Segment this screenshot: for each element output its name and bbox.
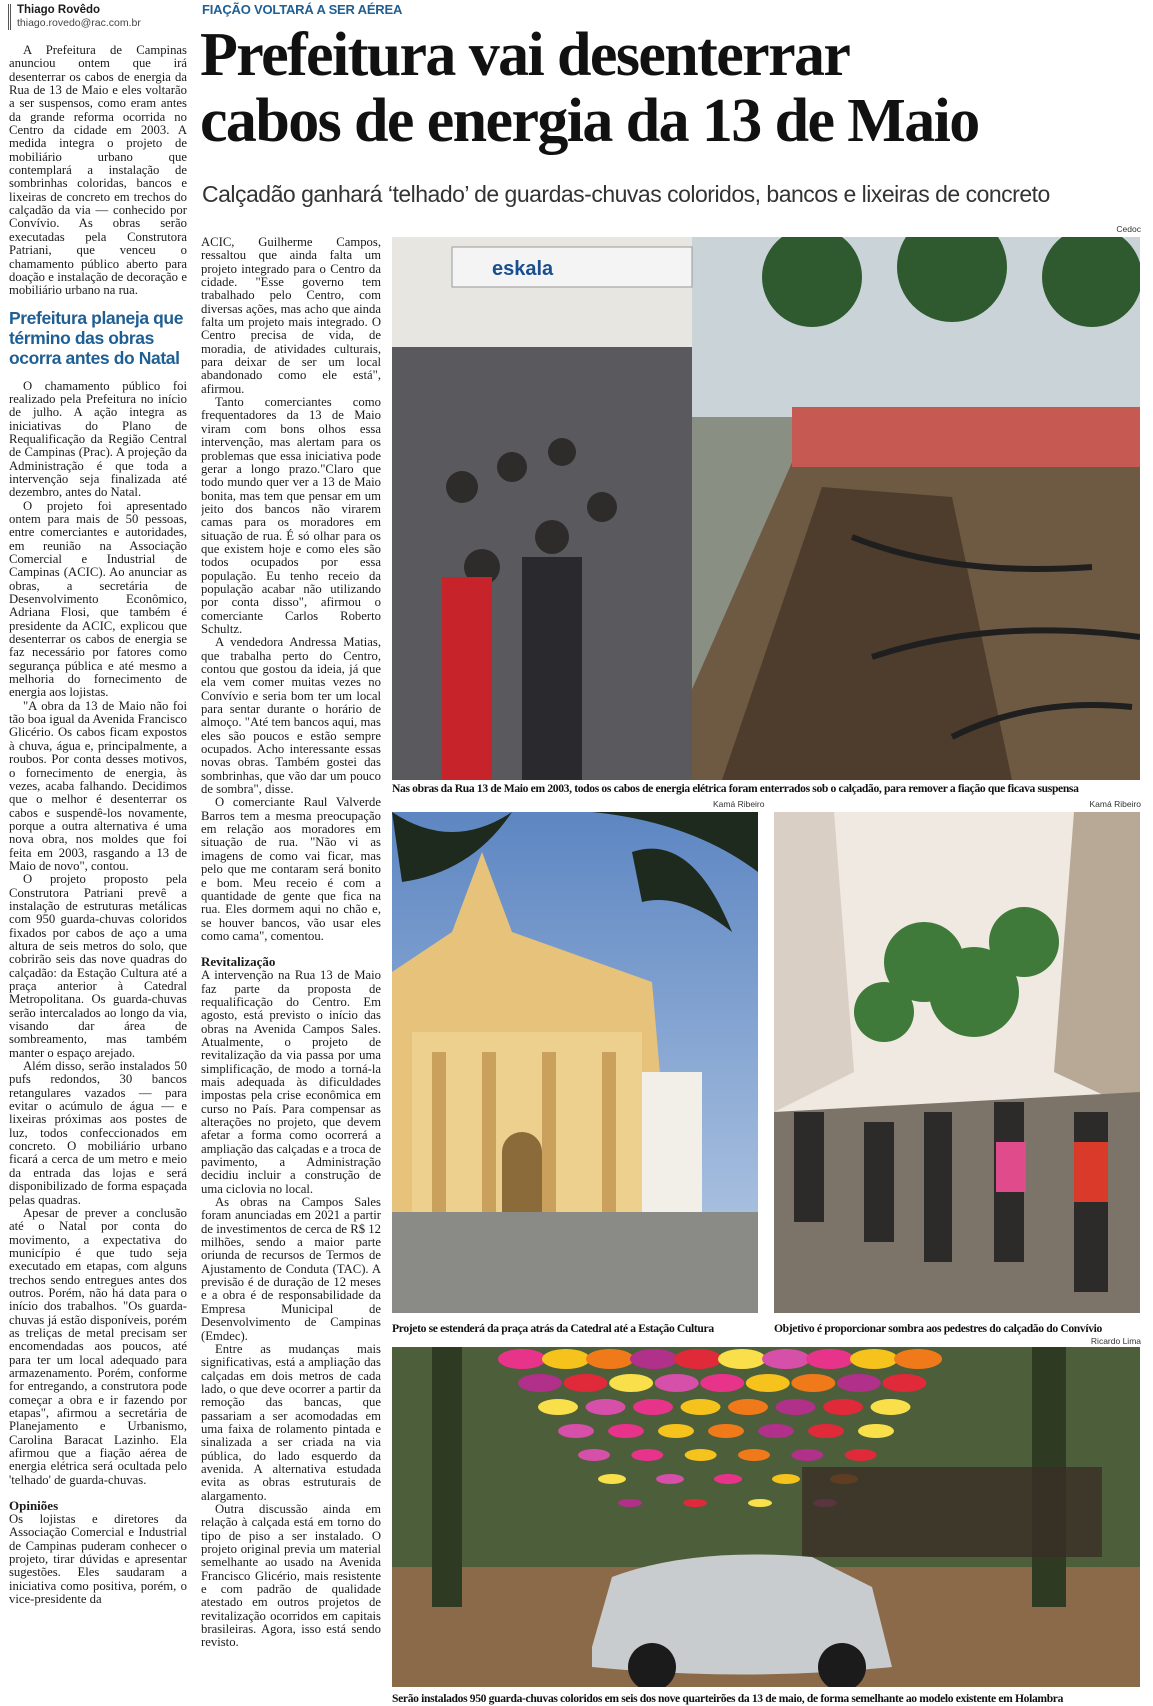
umbrella-shape (708, 1424, 744, 1438)
umbrella-shape (658, 1424, 694, 1438)
umbrella-shape (858, 1424, 894, 1438)
umbrella-shape (674, 1349, 722, 1369)
paragraph: Apesar de prever a conclusão até o Natal por conta do movimento, a expectativa do município é que tudo seja executado em etapas, com alguns trechos sendo entregues antes dos outros. Porém, não há data para o início dos trabalhos. "Os guarda-chuvas já estão disponíveis, porém as treliças de metal precisam ser encomendadas aos poucos, até para ter um local adequado para armazenamento. Porém, conforme for entregando, a construtora pode começar a obra e ir fazendo por etapas", afirmou a secretária de Planejamento e Urbanismo, Carolina Baracat Lazinho. Ela afirmou que a fiação aérea de energia elétrica será ocultada pelo 'telhado' de guarda-chuvas. (9, 1205, 187, 1487)
umbrella-shape (728, 1399, 768, 1415)
paragraph: Tanto comerciantes como frequentadores da 13 de Maio viram com bons olhos essa intervenção, mas alertam para os problemas que essa iniciativa pode gerar a longo prazo."Claro que todo mundo quer ver a 13 de Maio bonita, mas tem que pensar em um jeito dos bancos não virarem camas para os moradores em situação de rua. É só olhar para os que existem hoje e como eles são todos ocupados por essa população. Eu tenho receio da população acabar não utilizando por conta disso", afirmou o comerciante Carlos Roberto Schultz. (201, 395, 381, 636)
umbrella-shape (630, 1349, 678, 1369)
umbrella-shape (894, 1349, 942, 1369)
photo-convivio-street (774, 812, 1140, 1313)
umbrella-shape (806, 1349, 854, 1369)
author-name: Thiago Rovêdo (17, 4, 101, 16)
byline (8, 4, 141, 30)
umbrella-shape (538, 1399, 578, 1415)
umbrella-shape (518, 1374, 562, 1392)
umbrella-shape (542, 1349, 590, 1369)
headline (200, 22, 1150, 154)
umbrella-shape (681, 1399, 721, 1415)
umbrella-shape (845, 1449, 877, 1461)
umbrella-shape (598, 1474, 626, 1484)
photo-credit: Kamá Ribeiro (713, 799, 765, 809)
umbrella-shape (738, 1449, 770, 1461)
umbrella-shape (564, 1374, 608, 1392)
photo-holambra-umbrellas (392, 1347, 1140, 1687)
umbrella-shape (758, 1424, 794, 1438)
article-column-1 (9, 44, 187, 1706)
subheadline: Calçadão ganhará ‘telhado’ de guardas-chuvas coloridos, bancos e lixeiras de concreto (202, 181, 1050, 207)
photo-credit: Kamá Ribeiro (1089, 799, 1141, 809)
umbrella-shape (823, 1399, 863, 1415)
umbrella-shape (655, 1374, 699, 1392)
paragraph: ACIC, Guilherme Campos, ressaltou que ainda falta um projeto integrado para o Centro da cidade. "Esse governo tem trabalhado pelo Centro, com diversas ações, mas acho que ainda falta um projeto mais integrado. O Centro precisa de vida, de moradia, de atividades culturais, para deixar de ser um local abandonado como ele está", afirmou. (201, 236, 381, 396)
paragraph: Outra discussão ainda em relação à calçada está em torno do tipo de piso a ser instalado. O projeto original previa um material semelhante ao usado na Avenida Francisco Glicério, mais resistente e com padrão de qualidade atestado em outros projetos de revitalização ocorridos em capitais brasileiras. Agora, isso está sendo revisto. (201, 1501, 381, 1650)
umbrella-shape (808, 1424, 844, 1438)
umbrella-shape (762, 1349, 810, 1369)
headline-line-1: Prefeitura vai desenterrar (200, 21, 850, 89)
photo-construction-2003 (392, 237, 1140, 780)
umbrella-shape (776, 1399, 816, 1415)
photo-construction-image (392, 237, 1140, 780)
umbrella-shape (791, 1374, 835, 1392)
photo-caption: Objetivo é proporcionar sombra aos pedestres do calçadão do Convívio (774, 1322, 1102, 1335)
umbrella-shape (850, 1349, 898, 1369)
umbrella-shape (882, 1374, 926, 1392)
umbrella-shape (871, 1399, 911, 1415)
umbrella-shape (586, 1349, 634, 1369)
umbrella-shape (586, 1399, 626, 1415)
umbrella-shape (656, 1474, 684, 1484)
paragraph: A Prefeitura de Campinas anunciou ontem que irá desenterrar os cabos de energia da Rua de 13 de Maio e eles voltarão a ser suspensos, como eram antes da grande reforma ocorrida no Centro da cidade em 2003. A medida integra o projeto de mobiliário urbano que contemplará a instalação de sombrinhas coloridas, bancos e lixeiras de concreto em trechos do calçadão da via — conhecido por Convívio. As obras serão executadas pela Construtora Patriani, que venceu o chamamento público aberto para doação e instalação de decoração e mobiliário urbano na rua. (9, 44, 187, 298)
photo-cathedral (392, 812, 758, 1313)
street-image (774, 812, 1140, 1313)
paragraph: Os lojistas e diretores da Associação Comercial e Industrial de Campinas puderam conhecer o projeto, tirar dúvidas e apresentar sugestões. Eles saudaram a iniciativa como positiva, porém, o vice-presidente da (9, 1512, 187, 1607)
umbrella-shape (718, 1349, 766, 1369)
umbrella-shape (683, 1499, 707, 1507)
umbrella-shape (609, 1374, 653, 1392)
umbrella-shape (746, 1374, 790, 1392)
article-column-2 (201, 236, 381, 1706)
umbrella-shape (685, 1449, 717, 1461)
umbrella-shape (608, 1424, 644, 1438)
photo-credit: Ricardo Lima (1090, 1336, 1141, 1346)
section-heading-opinioes: Opiniões (9, 1498, 59, 1514)
paragraph: O projeto foi apresentado ontem para mais de 50 pessoas, entre comerciantes e autoridades, em reunião na Associação Comercial e Industrial de Campinas (ACIC). Ao anunciar as obras, a secretária de Desenvolvimento Econômico, Adriana Flosi, que também é presidente da ACIC, explicou que desenterrar os cabos de energia se faz necessário por fatores como segurança pública e até mesmo a melhoria do fornecimento de energia aos lojistas. (9, 498, 187, 700)
paragraph: As obras na Campos Sales foram anunciadas em 2021 a partir de investimentos de cerca de R$ 12 milhões, sendo a maior parte oriunda de recursos de Termos de Ajustamento de Conduta (TAC). A previsão é de duração de 12 meses e a obra é de responsabilidade da Empresa Municipal de Desenvolvimento de Campinas (Emdec). (201, 1195, 381, 1343)
section-subhead: Prefeitura planeja que término das obras ocorra antes do Natal (9, 307, 184, 368)
headline-line-2: cabos de energia da 13 de Maio (200, 87, 979, 155)
umbrella-shape (714, 1474, 742, 1484)
paragraph: O chamamento público foi realizado pela Prefeitura no início de julho. A ação integra as iniciativas do Plano de Requalificação da Região Central de Campinas (Prac). A projeção da Administração é que toda a intervenção seja finalizada até dezembro, antes do Natal. (9, 378, 187, 500)
umbrella-shape (700, 1374, 744, 1392)
umbrella-shape (633, 1399, 673, 1415)
umbrellas-image (392, 1347, 1140, 1687)
umbrella-shape (618, 1499, 642, 1507)
paragraph: A intervenção na Rua 13 de Maio faz parte da proposta de requalificação do Centro. Em agosto, está previsto o início das obras na Avenida Campos Sales. Atualmente, o projeto de revitalização da via passa por uma simplificação, de modo a torná-la mais adequada às dificuldades impostas pela crise econômica em curso no País. Para compensar as alterações no projeto, que devem afetar a forma como ocorrerá a ampliação das calçadas e a troca de pavimento, a Administração decidiu incluir a construção de uma ciclovia no local. (201, 968, 381, 1196)
cathedral-image (392, 812, 758, 1313)
paragraph: A vendedora Andressa Matias, que trabalha perto do Centro, contou que gostou da ideia, já que ela vem comer muitas vezes no Convívio e seria bom ter um local para sentar durante o horário de almoço. "Até tem bancos aqui, mas eles são poucos e estão sempre ocupados. Acho interessante essas novas obras. Também gostei das sombrinhas, que vão dar um pouco de sombra", disse. (201, 635, 381, 797)
umbrella-shape (498, 1349, 546, 1369)
paragraph: O comerciante Raul Valverde Barros tem a mesma preocupação em relação aos moradores em situação de rua. "Não vi as imagens de como vai ficar, mas pelo que me contaram será bonito e bom. Meu receio é com a quantidade de gente que fica na rua. Eles dormem aqui no chão e, se houver bancos, vão usar eles como cama", comentou. (201, 795, 381, 943)
paragraph: O projeto proposto pela Construtora Patriani prevê a instalação de estruturas metálicas com 950 guarda-chuvas coloridos fixados por cabos de aço a uma altura de seis metros do solo, que cobrirão seis das nove quadras do calçadão: da Estação Cultura até a praça anterior à Catedral Metropolitana. Os guarda-chuvas serão intercalados ao longo da via, visando dar área de sombreamento, mas também manter o espaço arejado. (9, 872, 187, 1060)
photo-caption: Projeto se estenderá da praça atrás da Catedral até a Estação Cultura (392, 1322, 714, 1335)
eskala-sign: eskala (492, 258, 554, 280)
author-email[interactable]: thiago.rovedo@rac.com.br (17, 17, 141, 29)
photo-caption: Serão instalados 950 guarda-chuvas coloridos em seis dos nove quarteirões da 13 de maio, de forma semelhante ao modelo existente em Holambra (392, 1692, 1064, 1705)
section-heading-revitalizacao: Revitalização (201, 954, 276, 970)
umbrella-shape (558, 1424, 594, 1438)
kicker: FIAÇÃO VOLTARÁ A SER AÉREA (202, 2, 403, 17)
umbrella-shape (748, 1499, 772, 1507)
umbrella-shape (837, 1374, 881, 1392)
umbrella-shape (791, 1449, 823, 1461)
photo-caption: Nas obras da Rua 13 de Maio em 2003, todos os cabos de energia elétrica foram enterrados sob o calçadão, para remover a fiação que ficava suspensa (392, 782, 1079, 795)
photo-credit: Cedoc (1116, 224, 1141, 234)
umbrella-shape (631, 1449, 663, 1461)
umbrella-shape (772, 1474, 800, 1484)
paragraph: Além disso, serão instalados 50 pufs redondos, 30 bancos retangulares vazados — para evitar o acúmulo de água — e lixeiras próximas aos postes de luz, todos confeccionados em concreto. O mobiliário urbano ficará a cerca de um metro e meio da entrada das lojas e será disponibilizado de forma espaçada pelas quadras. (9, 1059, 187, 1207)
paragraph: "A obra da 13 de Maio não foi tão boa igual da Avenida Francisco Glicério. Os cabos ficam expostos à chuva, água e, principalmente, a roubos. Por conta desses motivos, o fornecimento de energia, às vezes, acaba falhando. Decidimos que o melhor é desenterrar os cabos e suspendê-los novamente, porque a outra alternativa é uma nova obra, nos moldes que foi feita em 2003, rasgando a 13 de Maio de novo", contou. (9, 698, 187, 873)
umbrella-shape (578, 1449, 610, 1461)
paragraph: Entre as mudanças mais significativas, está a ampliação das calçadas em dois metros de cada lado, o que deve ocorrer a partir da remoção das bancas, que passariam a ser acomodadas em uma faixa de rolamento pintada e sinalizada a ser criada na via pública, do lado esquerdo da avenida. A alternativa estudada evita as obras estruturais de alargamento. (201, 1341, 381, 1503)
